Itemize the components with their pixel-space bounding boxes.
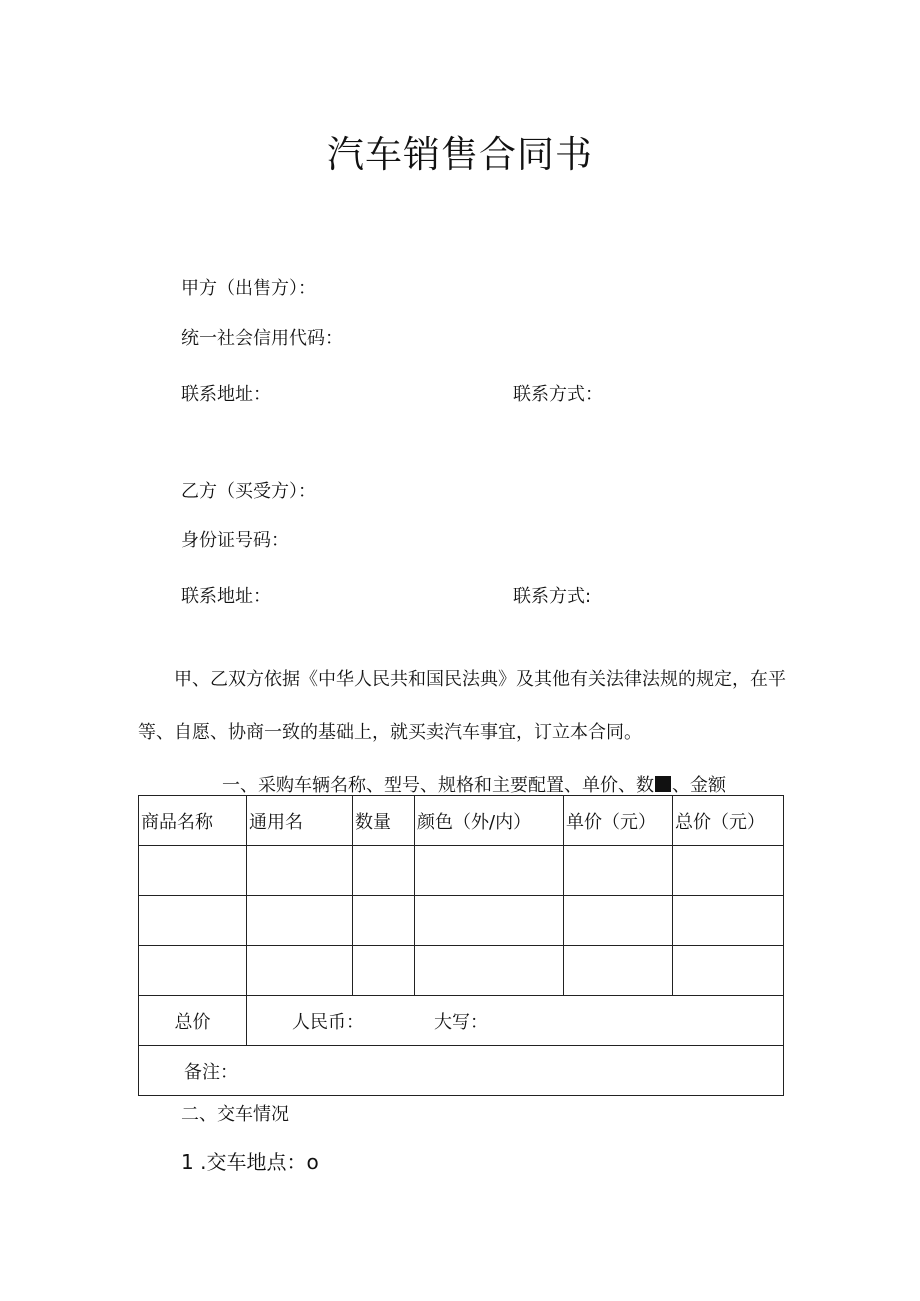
party-b-address-label: 联系地址： [181, 586, 271, 607]
illegible-glyph-icon [655, 776, 671, 792]
header-product-name: 商品名称 [139, 796, 247, 846]
table-cell[interactable] [564, 846, 673, 896]
party-b-label: 乙方（买受方）： [181, 481, 316, 502]
intro-text: 甲、乙双方依据《中华人民共和国民法典》及其他有关法律法规的规定，在平等、自愿、协商一致的基础上，就买卖汽车事宜，订立本合同。 [138, 669, 786, 743]
table-cell[interactable] [564, 896, 673, 946]
capital-amount-label: 大写： [434, 1011, 488, 1033]
party-b-id-label: 身份证号码： [181, 530, 289, 551]
intro-paragraph [138, 653, 786, 759]
remark-label: 备注： [184, 1061, 238, 1083]
table-row [139, 946, 784, 996]
table-cell[interactable] [353, 846, 415, 896]
table-cell[interactable] [247, 846, 353, 896]
table-row [139, 846, 784, 896]
header-total-price: 总价（元） [673, 796, 784, 846]
rmb-label: 人民币： [292, 1011, 364, 1033]
table-cell[interactable] [415, 946, 564, 996]
remark-row [139, 1046, 784, 1096]
table-cell[interactable] [415, 846, 564, 896]
remark-cell[interactable] [139, 1046, 784, 1096]
header-unit-price: 单价（元） [564, 796, 673, 846]
section-1-caption-prefix: 一、采购车辆名称、型号、规格和主要配置、单价、数 [222, 775, 654, 796]
table-cell[interactable] [673, 946, 784, 996]
table-cell[interactable] [673, 846, 784, 896]
table-row [139, 896, 784, 946]
total-value-cell[interactable] [247, 996, 784, 1046]
table-cell[interactable] [139, 896, 247, 946]
party-a-address-label: 联系地址： [181, 384, 271, 405]
table-cell[interactable] [564, 946, 673, 996]
table-cell[interactable] [247, 946, 353, 996]
goods-table [138, 795, 784, 1096]
table-cell[interactable] [415, 896, 564, 946]
table-cell[interactable] [139, 946, 247, 996]
header-quantity: 数量 [353, 796, 415, 846]
party-b-contact-label: 联系方式: [513, 586, 592, 607]
total-row [139, 996, 784, 1046]
section-2-item-1: 1 .交车地点：o [181, 1150, 319, 1174]
header-generic-name: 通用名 [247, 796, 353, 846]
section-1-caption [222, 771, 726, 797]
header-color: 颜色（外/内） [415, 796, 564, 846]
document-title: 汽车销售合同书 [327, 133, 593, 176]
party-a-contact-label: 联系方式： [513, 384, 603, 405]
section-1-caption-suffix: 、金额 [672, 775, 726, 796]
table-cell[interactable] [247, 896, 353, 946]
party-a-credit-code-label: 统一社会信用代码： [181, 328, 343, 349]
table-cell[interactable] [353, 946, 415, 996]
table-cell[interactable] [353, 896, 415, 946]
table-header-row [139, 796, 784, 846]
table-cell[interactable] [139, 846, 247, 896]
table-cell[interactable] [673, 896, 784, 946]
party-a-label: 甲方（出售方）： [181, 278, 316, 299]
section-2-title: 二、交车情况 [181, 1104, 289, 1125]
total-label: 总价 [139, 996, 247, 1046]
